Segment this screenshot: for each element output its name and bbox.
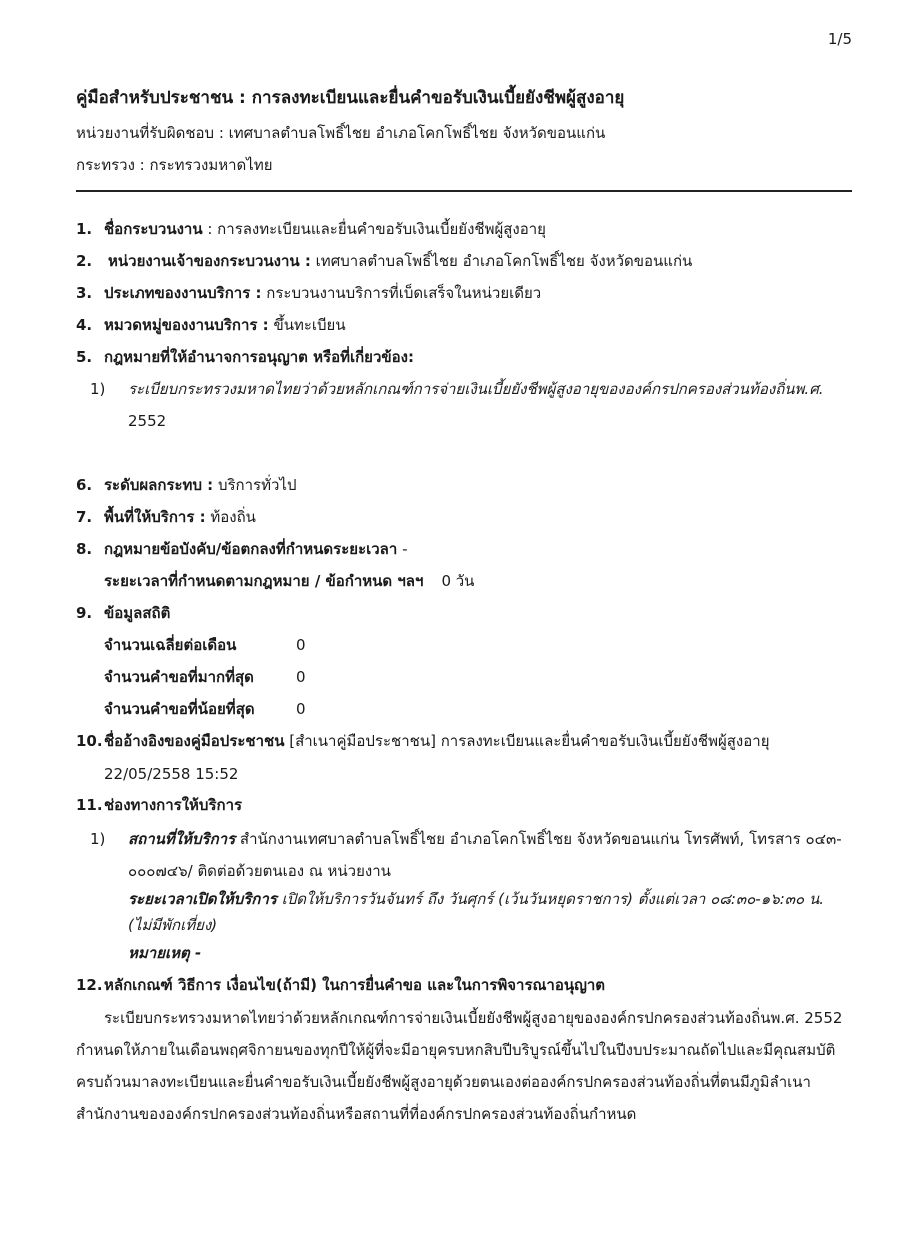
item-value: [สำเนาคู่มือประชาชน] การลงทะเบียนและยื่นคำขอรับเงินเบี้ยยังชีพผู้สูงอายุ [284, 732, 770, 750]
stat-max-label: จำนวนคำขอที่มากที่สุด [104, 668, 254, 686]
item-label: หน่วยงานเจ้าของกระบวนงาน : [108, 252, 311, 270]
item-label: พื้นที่ให้บริการ : [104, 508, 206, 526]
item-label: ชื่อกระบวนงาน [104, 220, 203, 238]
item-value: บริการทั่วไป [213, 476, 297, 494]
service-channel-1 [90, 828, 842, 850]
item-number: 11. [76, 796, 103, 814]
hours-value-cont: (ไม่มีพักเที่ยง) [128, 916, 218, 934]
item-value: กระบวนงานบริการที่เบ็ดเสร็จในหน่วยเดียว [261, 284, 542, 302]
item-number: 3. [76, 284, 93, 302]
item-label: ระดับผลกระทบ : [104, 476, 214, 494]
stat-max-value: 0 [296, 668, 306, 686]
item-11 [76, 794, 242, 816]
item-label: กฎหมายที่ให้อำนาจการอนุญาต หรือที่เกี่ยวข้อง: [104, 348, 414, 366]
item-1 [76, 218, 546, 240]
item-value: ขึ้นทะเบียน [268, 316, 346, 334]
item-label: ข้อมูลสถิติ [104, 604, 171, 622]
item-label: กฎหมายข้อบังคับ/ข้อตกลงที่กำหนดระยะเวลา [104, 540, 398, 558]
item-8-duration [104, 570, 474, 592]
item-number: 5. [76, 348, 93, 366]
document-title: คู่มือสำหรับประชาชน : การลงทะเบียนและยื่นคำขอรับเงินเบี้ยยังชีพผู้สูงอายุ [76, 88, 625, 108]
duration-value: 0 วัน [441, 572, 475, 590]
item-label: ชื่ออ้างอิงของคู่มือประชาชน [104, 732, 285, 750]
place-value: สำนักงานเทศบาลตำบลโพธิ์ไชย อำเภอโคกโพธิ์ไชย จังหวัดขอนแก่น โทรศัพท์, โทรสาร ๐๔๓- [235, 830, 842, 848]
item-number: 6. [76, 476, 93, 494]
item-7 [76, 506, 256, 528]
item-number: 9. [76, 604, 93, 622]
item-number: 10. [76, 732, 103, 750]
criteria-paragraph-line-2: กำหนดให้ภายในเดือนพฤศจิกายนของทุกปีให้ผู้ที่จะมีอายุครบหกสิบปีบริบูรณ์ขึ้นไปในปีงบประมาณถัดไปและมีคุณสมบัติ [76, 1041, 836, 1059]
law-list-item [90, 378, 824, 400]
item-number: 1. [76, 220, 93, 238]
item-2 [76, 250, 692, 272]
law-item-year: 2552 [128, 412, 167, 430]
service-hours [128, 888, 824, 910]
item-3 [76, 282, 541, 304]
note-label: หมายเหตุ - [128, 944, 202, 962]
stat-avg-label: จำนวนเฉลี่ยต่อเดือน [104, 636, 237, 654]
item-number: 7. [76, 508, 93, 526]
item-number: 2. [76, 252, 93, 270]
item-number: 4. [76, 316, 93, 334]
item-label: ช่องทางการให้บริการ [104, 796, 243, 814]
stat-min-value: 0 [296, 700, 306, 718]
stat-min-label: จำนวนคำขอที่น้อยที่สุด [104, 700, 255, 718]
item-5 [76, 346, 414, 368]
ministry-line: กระทรวง : กระทรวงมหาดไทย [76, 156, 273, 174]
header-divider [76, 190, 852, 192]
item-number: 12. [76, 976, 103, 994]
item-label: ประเภทของงานบริการ : [104, 284, 262, 302]
channel-number: 1) [90, 830, 106, 848]
item-value: เทศบาลตำบลโพธิ์ไชย อำเภอโคกโพธิ์ไชย จังหวัดขอนแก่น [310, 252, 693, 270]
item-number: 8. [76, 540, 93, 558]
item-value: : การลงทะเบียนและยื่นคำขอรับเงินเบี้ยยังชีพผู้สูงอายุ [202, 220, 546, 238]
item-4 [76, 314, 346, 336]
reference-date: 22/05/2558 15:52 [104, 765, 239, 783]
criteria-paragraph-line-4: สำนักงานขององค์กรปกครองส่วนท้องถิ่นหรือสถานที่ที่องค์กรปกครองส่วนท้องถิ่นกำหนด [76, 1105, 637, 1123]
item-8 [76, 538, 407, 560]
agency-line: หน่วยงานที่รับผิดชอบ : เทศบาลตำบลโพธิ์ไชย อำเภอโคกโพธิ์ไชย จังหวัดขอนแก่น [76, 124, 606, 142]
criteria-paragraph-line-3: ครบถ้วนมาลงทะเบียนและยื่นคำขอรับเงินเบี้ยยังชีพผู้สูงอายุด้วยตนเองต่อองค์กรปกครองส่วนท้องถิ่นที่ตนมีภูมิลำเนา [76, 1073, 811, 1091]
criteria-paragraph-line-1: ระเบียบกระทรวงมหาดไทยว่าด้วยหลักเกณฑ์การจ่ายเงินเบี้ยยังชีพผู้สูงอายุขององค์กรปกครองส่วนท้องถิ่นพ.ศ. 2552 [104, 1009, 843, 1027]
item-value: ท้องถิ่น [205, 508, 256, 526]
item-label: หมวดหมู่ของงานบริการ : [104, 316, 269, 334]
item-10 [76, 730, 769, 752]
item-label: หลักเกณฑ์ วิธีการ เงื่อนไข(ถ้ามี) ในการยื่นคำขอ และในการพิจารณาอนุญาต [104, 976, 606, 994]
place-value-cont: ๐๐๐๗๔๖/ ติดต่อด้วยตนเอง ณ หน่วยงาน [128, 862, 391, 880]
stat-avg-value: 0 [296, 636, 306, 654]
place-label: สถานที่ให้บริการ [128, 830, 236, 848]
item-value: - [397, 540, 408, 558]
duration-label: ระยะเวลาที่กำหนดตามกฎหมาย / ข้อกำหนด ฯลฯ [104, 572, 424, 590]
item-12 [76, 974, 605, 996]
hours-value: เปิดให้บริการวันจันทร์ ถึง วันศุกร์ (เว้นวันหยุดราชการ) ตั้งแต่เวลา ๐๘:๓๐-๑๖:๓๐ น. [276, 890, 824, 908]
item-6 [76, 474, 296, 496]
hours-label: ระยะเวลาเปิดให้บริการ [128, 890, 277, 908]
item-9 [76, 602, 170, 624]
law-item-text: ระเบียบกระทรวงมหาดไทยว่าด้วยหลักเกณฑ์การจ่ายเงินเบี้ยยังชีพผู้สูงอายุขององค์กรปกครองส่วนท้องถิ่นพ.ศ. [128, 380, 824, 398]
law-item-number: 1) [90, 380, 106, 398]
page-number: 1/5 [827, 30, 852, 48]
